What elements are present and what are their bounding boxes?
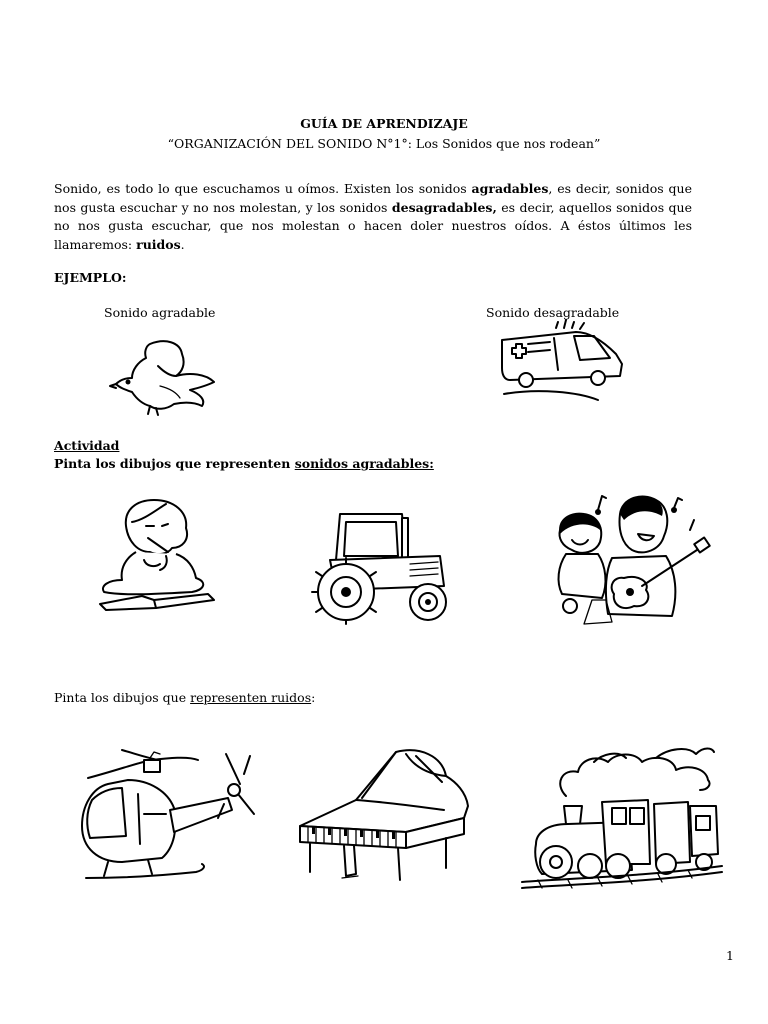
singing-guitar-icon — [542, 490, 712, 626]
ambulance-icon — [498, 318, 626, 404]
subtitle-prefix: “ORGANIZACIÓN DEL SONIDO N°1°: — [167, 136, 412, 151]
instruction-1-prefix: Pinta los dibujos que representen — [54, 456, 295, 471]
intro-text-1: Sonido, es todo lo que escuchamos u oímos. Existen los sonidos — [54, 181, 472, 196]
example-left-label: Sonido agradable — [104, 305, 216, 320]
intro-text-4: . — [180, 236, 185, 252]
instruction-2-underlined: representen ruidos — [190, 690, 312, 705]
instruction-2-prefix: Pinta los dibujos que — [54, 690, 191, 705]
example-heading: EJEMPLO: — [54, 270, 127, 285]
instruction-2-suffix: : — [311, 690, 316, 705]
activity-instruction-2 — [54, 690, 315, 705]
example-right-label: Sonido desagradable — [486, 305, 620, 320]
intro-paragraph — [54, 180, 692, 254]
activity-heading: Actividad — [54, 438, 120, 453]
intro-bold-agradables: agradables — [471, 181, 549, 196]
page-number: 1 — [726, 948, 734, 963]
intro-text-2: , es decir, sonidos que nos gusta escuchar y no nos molestan, y los sonidos — [54, 181, 692, 215]
tractor-icon — [310, 510, 450, 624]
intro-text-3: es decir, aquellos sonidos que no nos gusta escuchar, que nos molestan o hacen doler nuestros oídos. A éstos últimos les llamaremos: — [54, 199, 692, 252]
intro-bold-ruidos: ruidos — [136, 236, 181, 252]
bird-icon — [110, 336, 222, 416]
activity-instruction-1 — [54, 456, 434, 471]
subtitle-suffix: Los Sonidos que nos rodean” — [411, 136, 601, 151]
intro-bold-desagradables: desagradables, — [391, 199, 497, 215]
flute-child-icon — [96, 496, 220, 612]
helicopter-icon — [78, 744, 256, 894]
page-title: GUÍA DE APRENDIZAJE — [300, 116, 468, 131]
page-subtitle — [0, 136, 768, 151]
instruction-1-underlined: sonidos agradables: — [294, 456, 434, 471]
piano-icon — [296, 748, 472, 890]
train-icon — [518, 744, 724, 892]
